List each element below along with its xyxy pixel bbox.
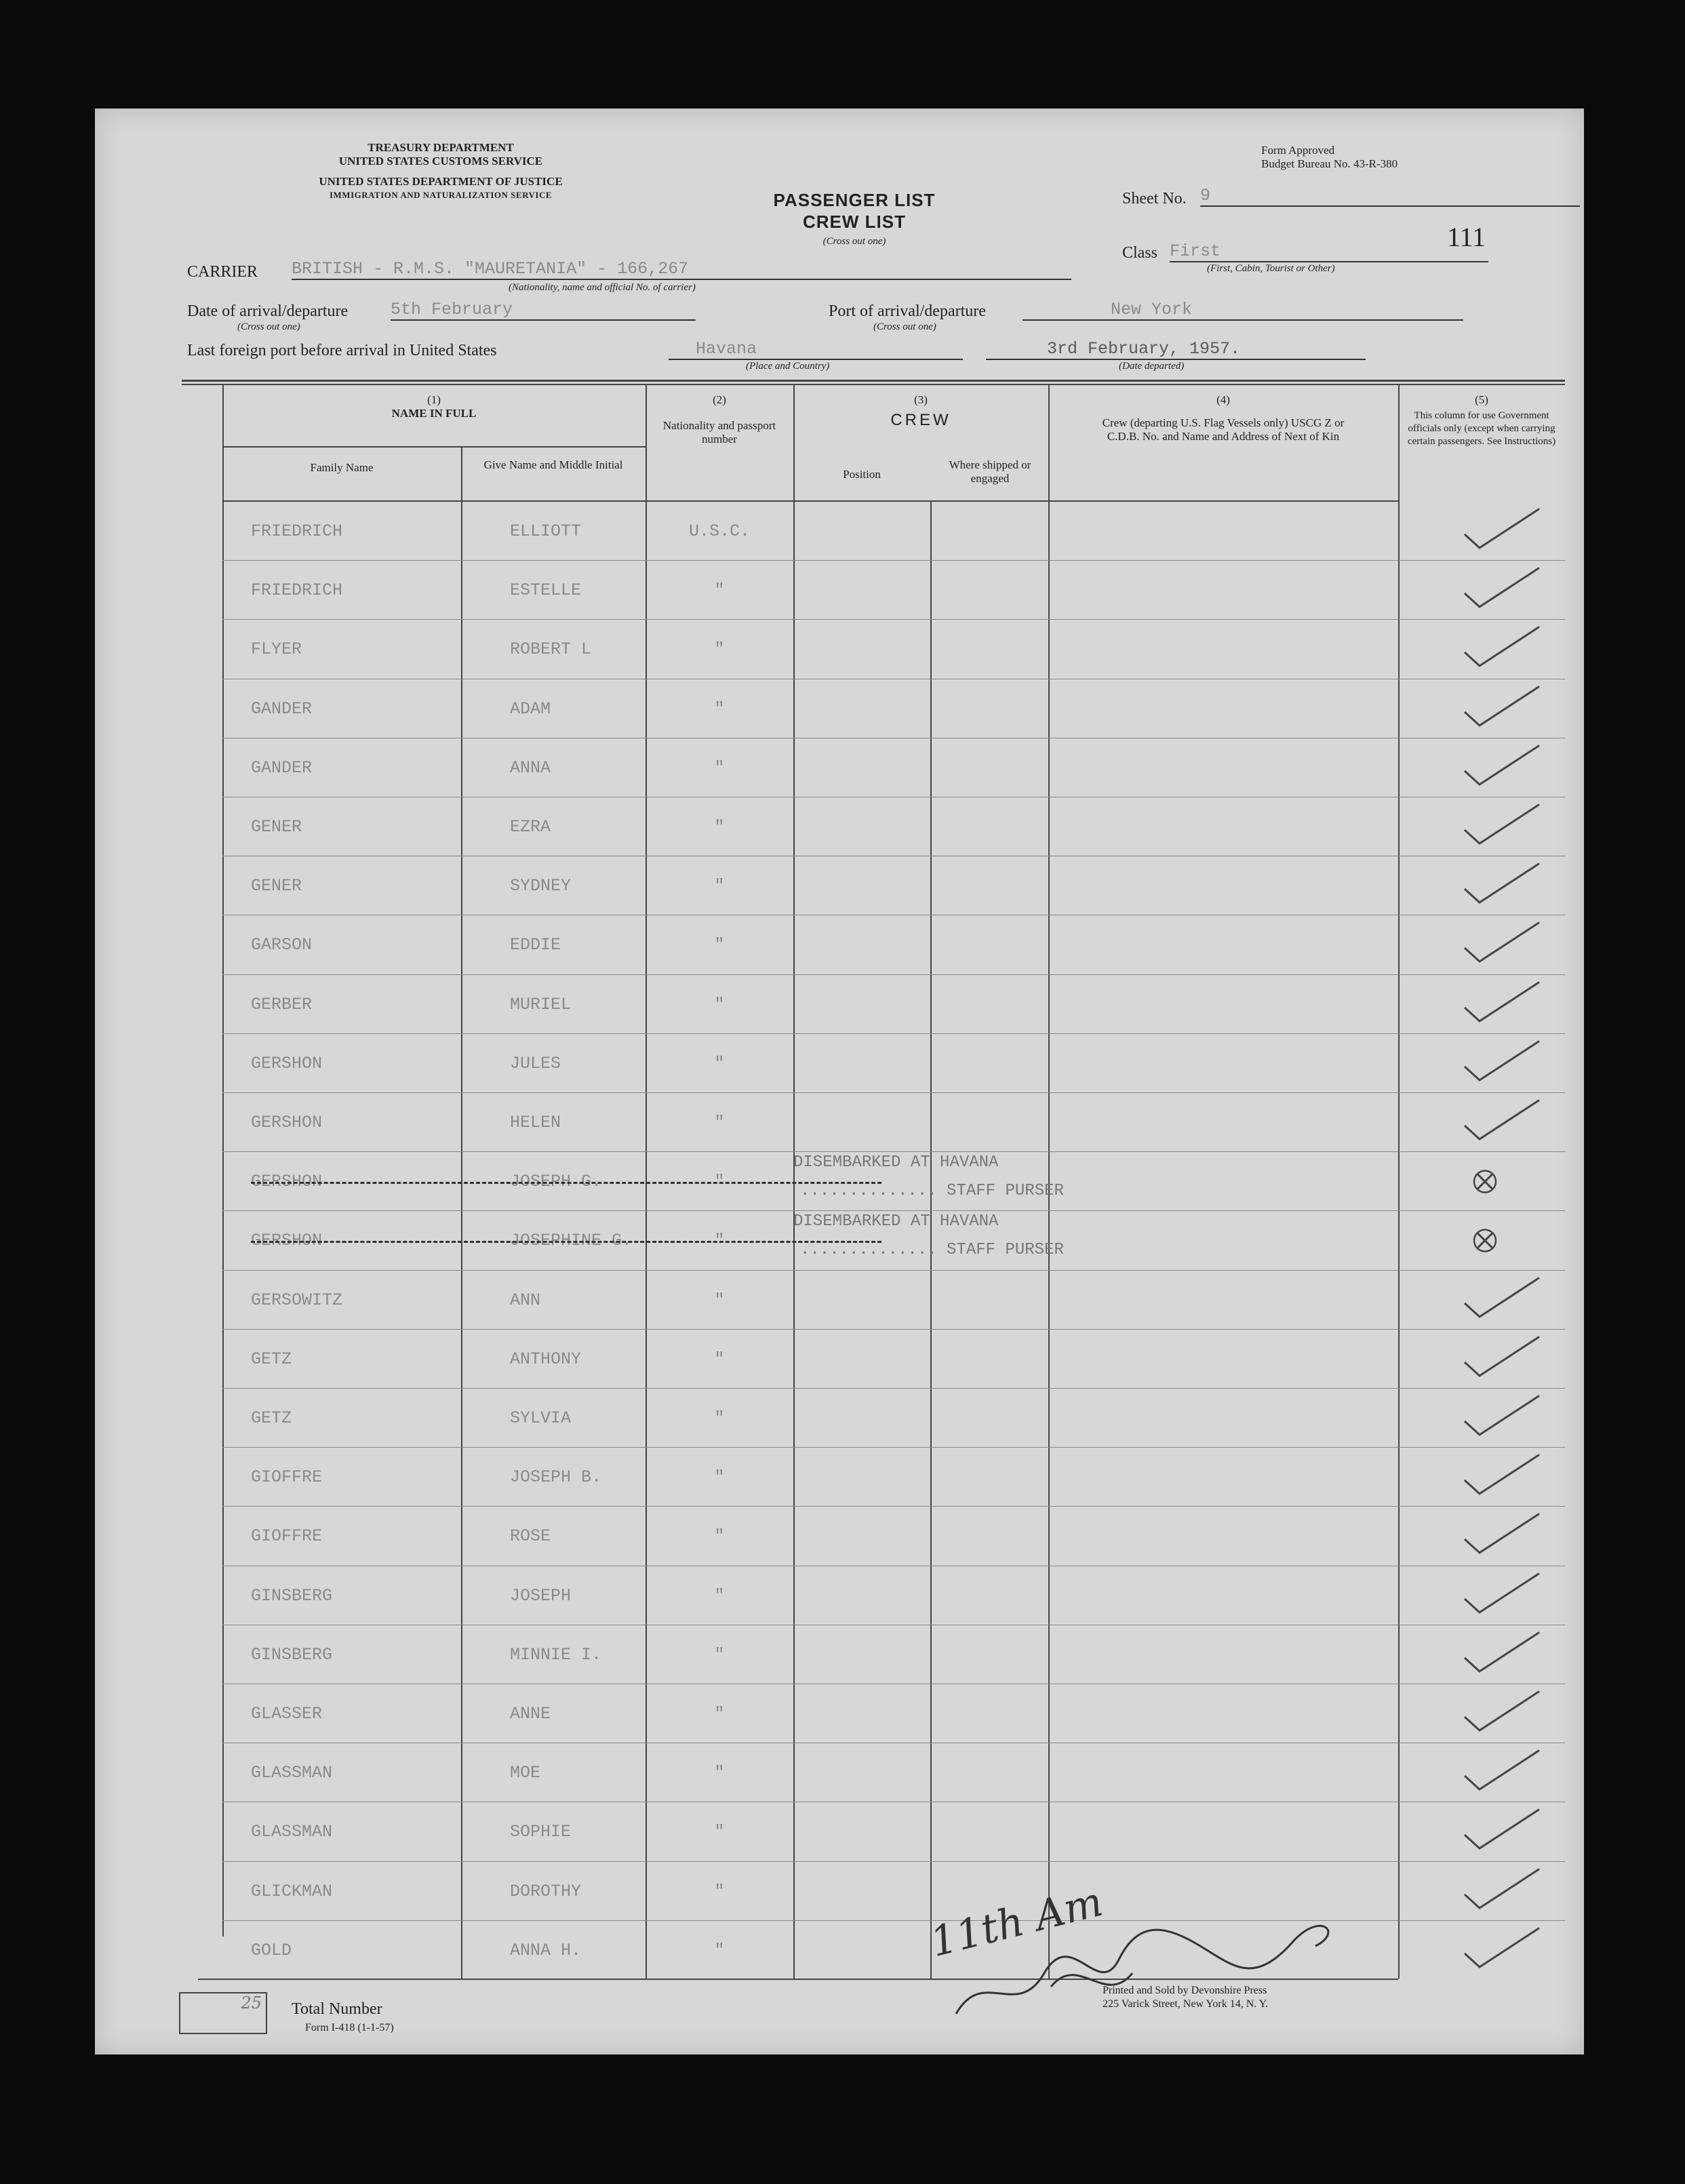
port-caption: (Cross out one): [873, 321, 936, 332]
checkmark-icon: [1438, 1566, 1560, 1625]
family-name-cell: GERSHON: [251, 1113, 323, 1133]
carrier-label: CARRIER: [187, 263, 258, 281]
date-departed-caption: (Date departed): [1119, 361, 1185, 372]
nationality-cell: ": [714, 1704, 725, 1724]
table-row: [95, 502, 1584, 561]
checkmark-icon: [1438, 738, 1560, 797]
title-passenger-list: PASSENGER LIST: [773, 190, 936, 210]
given-name-cell: ADAM: [510, 698, 551, 719]
checkmark-icon: [1438, 561, 1560, 620]
checkmark-icon: [1438, 502, 1560, 561]
shipped-header: Where shipped or engaged: [949, 458, 1031, 485]
checkmark-icon: [1438, 1743, 1560, 1802]
checkmark-icon: [1438, 797, 1560, 856]
circled-x-icon: [1438, 1211, 1560, 1270]
family-name-cell: GERSOWITZ: [251, 1290, 343, 1310]
given-name-cell: MINNIE I.: [510, 1644, 602, 1665]
family-name-cell: GANDER: [251, 757, 313, 778]
table-row: [95, 1921, 1584, 1980]
family-name-cell: GENER: [251, 817, 302, 837]
given-name-cell: ROSE: [510, 1526, 551, 1547]
nationality-cell: ": [714, 817, 725, 837]
treasury-label: TREASURY DEPARTMENT: [368, 141, 514, 154]
family-name-cell: GERSHON: [251, 1231, 323, 1251]
family-name-cell: GIOFFRE: [251, 1526, 323, 1547]
nationality-cell: ": [714, 1763, 725, 1783]
nationality-cell: ": [714, 1408, 725, 1429]
col5-header: [1398, 393, 1565, 448]
family-name-cell: GLICKMAN: [251, 1881, 333, 1901]
given-name-cell: JOSEPH: [510, 1585, 572, 1606]
class-caption: (First, Cabin, Tourist or Other): [1207, 263, 1335, 274]
checkmark-icon: [1438, 915, 1560, 974]
total-number-label: Total Number: [292, 2000, 382, 2018]
checkmark-icon: [1438, 1684, 1560, 1743]
title-crew-list: CREW LIST: [803, 212, 906, 232]
table-row: [95, 1034, 1584, 1093]
port-value: New York: [1023, 300, 1463, 321]
family-name-cell: GETZ: [251, 1349, 292, 1369]
table-row: [95, 1507, 1584, 1566]
table-row: [95, 797, 1584, 856]
family-name-cell: GENER: [251, 876, 302, 896]
family-name-cell: GLASSMAN: [251, 1822, 333, 1842]
family-name-cell: GIOFFRE: [251, 1467, 323, 1488]
table-row: [95, 915, 1584, 974]
family-name-cell: GINSBERG: [251, 1585, 333, 1606]
nationality-cell: ": [714, 1585, 725, 1606]
given-name-cell: EDDIE: [510, 935, 561, 955]
port-label: Port of arrival/departure: [829, 302, 986, 320]
nationality-cell: ": [714, 1526, 725, 1547]
checkmark-icon: [1438, 620, 1560, 679]
form-approval: [1261, 144, 1397, 171]
checkmark-icon: [1438, 679, 1560, 738]
nationality-cell: ": [714, 1053, 725, 1073]
family-name-cell: GERSHON: [251, 1172, 323, 1192]
crew-position-remark: .............. STAFF PURSER: [800, 1181, 1064, 1200]
nationality-cell: ": [714, 580, 725, 601]
nationality-cell: ": [714, 1644, 725, 1665]
table-row: [95, 1211, 1584, 1270]
page-number: 111: [1447, 222, 1486, 252]
checkmark-icon: [1438, 1034, 1560, 1093]
given-name-cell: JULES: [510, 1053, 561, 1073]
table-row: [95, 1093, 1584, 1152]
nationality-cell: ": [714, 639, 725, 660]
agency-heading: [271, 141, 610, 202]
family-name-cell: GERSHON: [251, 1053, 323, 1073]
col3-number: (3): [914, 393, 928, 406]
carrier-caption: (Nationality, name and official No. of carrier): [509, 282, 696, 293]
nationality-cell: ": [714, 1822, 725, 1842]
table-row: [95, 1448, 1584, 1507]
form-number: Form I-418 (1-1-57): [305, 2022, 394, 2033]
crew-remark: DISEMBARKED AT HAVANA: [793, 1212, 999, 1231]
table-row: [95, 1271, 1584, 1330]
family-name-cell: GETZ: [251, 1408, 292, 1429]
col2-title: Nationality and passport number: [662, 419, 776, 445]
title-cross-out: (Cross out one): [822, 236, 886, 247]
circled-x-icon: [1438, 1152, 1560, 1211]
table-row: [95, 738, 1584, 797]
checkmark-icon: [1438, 1802, 1560, 1861]
col5-title: This column for use Government officials only (except when carrying certain passengers. See Instructions): [1407, 410, 1556, 447]
checkmark-icon: [1438, 1389, 1560, 1448]
given-name-cell: HELEN: [510, 1113, 561, 1133]
family-name-cell: GANDER: [251, 698, 313, 719]
manifest-sheet: [95, 108, 1584, 2054]
checkmark-icon: [1438, 975, 1560, 1034]
given-name-cell: SYLVIA: [510, 1408, 572, 1429]
table-row: [95, 679, 1584, 738]
given-name-header: Give Name and Middle Initial: [483, 458, 623, 471]
checkmark-icon: [1438, 1921, 1560, 1980]
given-name-cell: ANNE: [510, 1704, 551, 1724]
nationality-cell: ": [714, 1231, 725, 1251]
total-number-box: [179, 1992, 267, 2034]
col2-header: [646, 393, 793, 446]
col1-title: NAME IN FULL: [391, 407, 477, 420]
given-name-cell: MURIEL: [510, 994, 572, 1014]
given-name-cell: SYDNEY: [510, 876, 572, 896]
given-name-cell: ANN: [510, 1290, 541, 1310]
table-row: [95, 1330, 1584, 1389]
customs-label: UNITED STATES CUSTOMS SERVICE: [338, 155, 543, 167]
date-label: Date of arrival/departure: [187, 302, 349, 320]
ins-label: IMMIGRATION AND NATURALIZATION SERVICE: [329, 190, 553, 200]
col1-number: (1): [427, 393, 441, 406]
nationality-cell: ": [714, 1172, 725, 1192]
checkmark-icon: [1438, 1507, 1560, 1566]
col5-number: (5): [1475, 393, 1488, 406]
checkmark-icon: [1438, 1093, 1560, 1152]
nationality-cell: ": [714, 1349, 725, 1369]
table-row: [95, 1802, 1584, 1861]
total-number-value: 25: [241, 1993, 262, 2012]
date-caption: (Cross out one): [237, 321, 300, 332]
printer-line-2: 225 Varick Street, New York 14, N. Y.: [1103, 1998, 1269, 2010]
date-value: 5th February: [391, 300, 696, 321]
col1-header: [222, 393, 646, 420]
name-head-rule: [222, 446, 646, 448]
col2-number: (2): [713, 393, 726, 406]
last-port-label: Last foreign port before arrival in United States: [187, 342, 497, 359]
family-name-cell: GLASSMAN: [251, 1763, 333, 1783]
checkmark-icon: [1438, 1330, 1560, 1389]
table-row: [95, 1862, 1584, 1921]
date-departed-value: 3rd February, 1957.: [986, 339, 1366, 360]
nationality-cell: ": [714, 757, 725, 778]
form-approved-label: Form Approved: [1261, 144, 1335, 157]
col3-header: [793, 393, 1048, 427]
strike-through-line: [251, 1182, 881, 1184]
given-name-cell: ELLIOTT: [510, 521, 582, 542]
family-name-cell: GINSBERG: [251, 1644, 333, 1665]
col4-header: [1048, 393, 1398, 443]
class-value: First: [1170, 241, 1488, 262]
nationality-cell: U.S.C.: [688, 521, 750, 542]
printer-line-1: Printed and Sold by Devonshire Press: [1103, 1985, 1267, 1996]
family-name-cell: FRIEDRICH: [251, 521, 343, 542]
table-row: [95, 561, 1584, 620]
sheet-value: 9: [1200, 186, 1580, 207]
table-row: [95, 975, 1584, 1034]
table-row: [95, 620, 1584, 679]
nationality-cell: ": [714, 1881, 725, 1901]
nationality-cell: ": [714, 1290, 725, 1310]
given-name-cell: ANTHONY: [510, 1349, 582, 1369]
strike-through-line: [251, 1241, 881, 1243]
passenger-table-body: [95, 502, 1584, 1980]
family-name-cell: GARSON: [251, 935, 313, 955]
given-name-cell: EZRA: [510, 817, 551, 837]
given-name-cell: SOPHIE: [510, 1822, 572, 1842]
given-name-cell: JOSEPHINE G.: [510, 1231, 633, 1251]
given-name-cell: DOROTHY: [510, 1881, 582, 1901]
checkmark-icon: [1438, 1271, 1560, 1330]
last-port-value: Havana: [669, 339, 963, 360]
budget-bureau-label: Budget Bureau No. 43-R-380: [1261, 157, 1398, 170]
family-name-cell: GOLD: [251, 1940, 292, 1960]
table-top-rule: [182, 380, 1565, 382]
nationality-cell: ": [714, 994, 725, 1014]
family-name-cell: FLYER: [251, 639, 302, 660]
signature-scrawl-icon: [943, 1885, 1349, 2034]
col4-title: Crew (departing U.S. Flag Vessels only) USCG Z or C.D.B. No. and Name and Address of Next of Kin: [1102, 416, 1345, 443]
family-name-cell: GERBER: [251, 994, 313, 1014]
class-label: Class: [1122, 244, 1158, 262]
family-name-cell: GLASSER: [251, 1704, 323, 1724]
table-row: [95, 1389, 1584, 1448]
table-row: [95, 1743, 1584, 1802]
crew-remark: DISEMBARKED AT HAVANA: [793, 1153, 999, 1172]
family-name-header: Family Name: [310, 461, 374, 474]
given-name-cell: JOSEPH B.: [510, 1467, 602, 1488]
checkmark-icon: [1438, 856, 1560, 915]
table-row: [95, 1625, 1584, 1684]
nationality-cell: ": [714, 935, 725, 955]
nationality-cell: ": [714, 698, 725, 719]
position-header: Position: [843, 468, 881, 481]
family-name-cell: FRIEDRICH: [251, 580, 343, 601]
checkmark-icon: [1438, 1625, 1560, 1684]
col3-title: CREW: [890, 411, 951, 429]
given-name-cell: ESTELLE: [510, 580, 582, 601]
handwritten-annotation: 11th Am: [926, 1878, 1108, 1967]
checkmark-icon: [1438, 1862, 1560, 1921]
table-row: [95, 1566, 1584, 1625]
nationality-cell: ": [714, 1113, 725, 1133]
checkmark-icon: [1438, 1448, 1560, 1507]
nationality-cell: ": [714, 876, 725, 896]
table-row: [95, 856, 1584, 915]
given-name-cell: ANNA H.: [510, 1940, 582, 1960]
table-row: [95, 1152, 1584, 1211]
table-top-rule-2: [182, 384, 1565, 385]
given-name-cell: MOE: [510, 1763, 541, 1783]
given-name-cell: ANNA: [510, 757, 551, 778]
nationality-cell: ": [714, 1940, 725, 1960]
carrier-value: BRITISH - R.M.S. "MAURETANIA" - 166,267: [292, 259, 1071, 280]
table-row: [95, 1684, 1584, 1743]
justice-label: UNITED STATES DEPARTMENT OF JUSTICE: [319, 175, 563, 188]
nationality-cell: ": [714, 1467, 725, 1488]
given-name-cell: JOSEPH G.: [510, 1172, 602, 1192]
crew-position-remark: .............. STAFF PURSER: [800, 1240, 1064, 1259]
sheet-label: Sheet No.: [1122, 190, 1187, 207]
given-name-cell: ROBERT L: [510, 639, 592, 660]
col4-number: (4): [1216, 393, 1230, 406]
last-port-caption: (Place and Country): [746, 361, 830, 372]
